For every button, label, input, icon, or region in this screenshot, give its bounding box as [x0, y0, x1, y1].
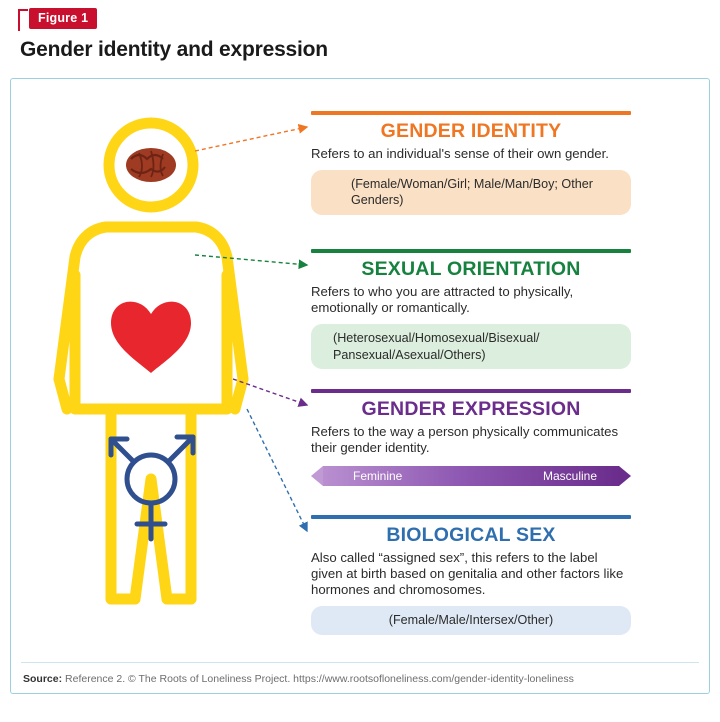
- description-gender-identity: Refers to an individual's sense of their own gender.: [311, 146, 609, 161]
- source-line: [23, 673, 697, 685]
- rule-gender-expression: [311, 389, 631, 393]
- pill-biological-sex: (Female/Male/Intersex/Other): [311, 606, 631, 634]
- heading-gender-identity: GENDER IDENTITY: [380, 120, 562, 142]
- description-gender-expression: Refers to the way a person physically communicates their gender identity.: [311, 424, 619, 456]
- block-sexual-orientation: [311, 249, 631, 369]
- gender-expression-spectrum: [311, 466, 631, 486]
- pill-sexual-orientation: (Heterosexual/Homosexual/Bisexual/ Pansexual/Asexual/Others): [311, 324, 631, 369]
- spectrum-label-feminine: Feminine: [353, 469, 403, 484]
- heading-gender-expression: GENDER EXPRESSION: [361, 398, 581, 420]
- figure-badge: Figure 1: [29, 8, 97, 29]
- brain-icon: [126, 148, 176, 182]
- source-text: Reference 2. © The Roots of Loneliness Project. https://www.rootsofloneliness.com/gender-identity-loneliness: [65, 673, 574, 685]
- source-label: Source:: [23, 673, 63, 685]
- figure-badge-group: [18, 8, 97, 31]
- block-gender-expression: [311, 389, 631, 486]
- body-diagram-svg: [11, 79, 311, 649]
- page-title: Gender identity and expression: [20, 38, 328, 61]
- heart-icon: [111, 302, 191, 373]
- rule-biological-sex: [311, 515, 631, 519]
- block-gender-identity: [311, 111, 631, 215]
- rule-gender-identity: [311, 111, 631, 115]
- description-biological-sex: Also called “assigned sex”, this refers to the label given at birth based on genitalia and other factors like hormones and chromosomes.: [311, 550, 624, 598]
- spectrum-arrow-right-icon: [619, 466, 631, 486]
- rule-sexual-orientation: [311, 249, 631, 253]
- pill-gender-identity: (Female/Woman/Girl; Male/Man/Boy; Other Genders): [311, 170, 631, 215]
- human-figure-illustration: [11, 79, 311, 649]
- heading-sexual-orientation: SEXUAL ORIENTATION: [361, 258, 581, 280]
- source-divider: [21, 662, 699, 663]
- figure-corner-mark: [18, 9, 28, 31]
- block-biological-sex: [311, 515, 631, 635]
- spectrum-arrow-left-icon: [311, 466, 323, 486]
- heading-biological-sex: BIOLOGICAL SEX: [386, 524, 556, 546]
- spectrum-label-masculine: Masculine: [542, 469, 597, 484]
- description-sexual-orientation: Refers to who you are attracted to physically, emotionally or romantically.: [311, 284, 574, 316]
- diagram-frame: [10, 78, 710, 694]
